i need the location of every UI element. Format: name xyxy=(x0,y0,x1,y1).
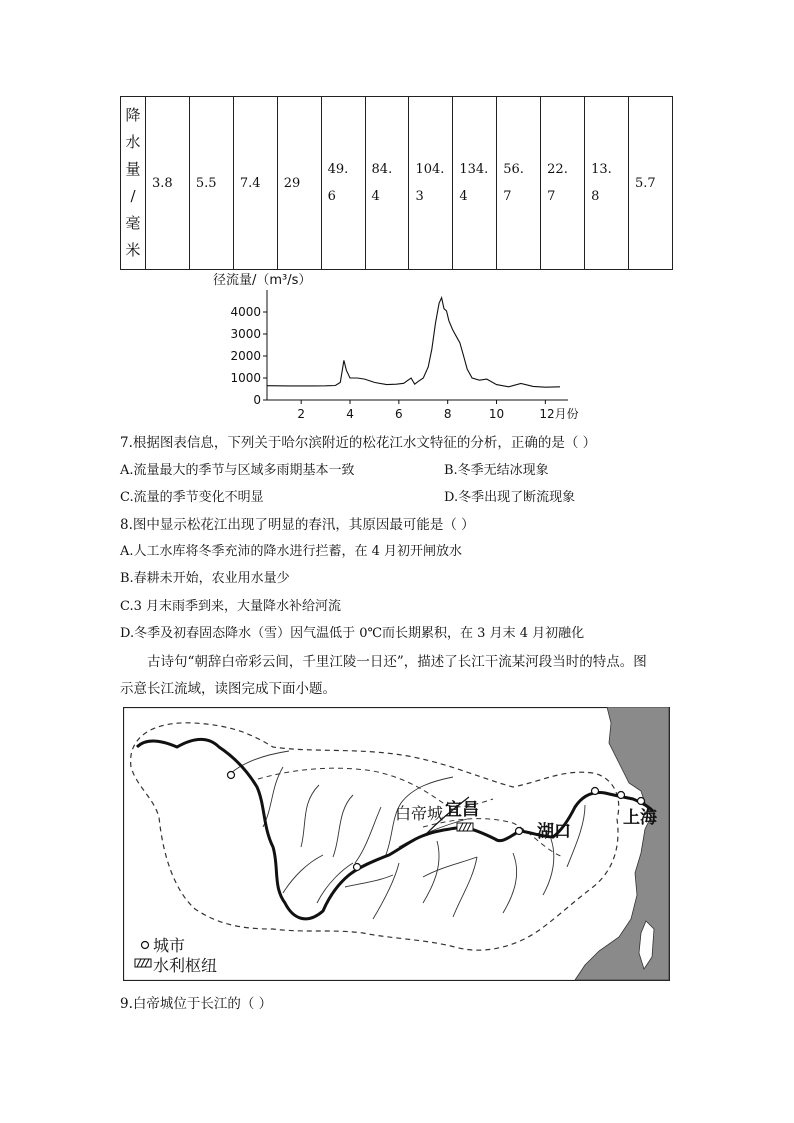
table-cell: 84.4 xyxy=(365,97,409,270)
precipitation-table xyxy=(120,96,673,270)
y-tick-label: 4000 xyxy=(230,305,261,319)
intro-paragraph-line-2: 示意长江流域，读图完成下面小题。 xyxy=(120,681,336,697)
y-tick-label: 0 xyxy=(253,393,261,407)
label-shanghai: 上海 xyxy=(623,808,657,828)
header-char: 水 xyxy=(125,133,141,151)
city-marker xyxy=(354,864,361,871)
label-hukou: 湖口 xyxy=(537,822,571,842)
chart-series xyxy=(267,298,560,388)
legend-city-icon xyxy=(142,942,149,949)
table-cell: 5.7 xyxy=(628,97,672,270)
header-char: 米 xyxy=(125,241,141,259)
legend-city-label: 城市 xyxy=(153,936,186,955)
x-tick-label: 10 xyxy=(488,407,505,421)
yangtze-basin-map xyxy=(123,707,670,981)
chart-ticks xyxy=(230,305,578,421)
q8-option-c: C.3 月末雨季到来，大量降水补给河流 xyxy=(120,599,342,614)
table-cell: 5.5 xyxy=(189,97,233,270)
table-row-header xyxy=(121,97,146,270)
q7-option-d: D.冬季出现了断流现象 xyxy=(444,490,576,505)
question-7: 7.根据图表信息，下列关于哈尔滨附近的松花江水文特征的分析，正确的是（ ） xyxy=(120,435,597,451)
header-char: 毫 xyxy=(125,214,141,232)
y-tick-label: 1000 xyxy=(230,371,261,385)
x-tick-label: 4 xyxy=(346,407,354,421)
table-cell: 13.8 xyxy=(585,97,629,270)
dam-icon xyxy=(457,823,473,831)
city-marker xyxy=(618,792,625,799)
y-tick-label: 3000 xyxy=(230,327,261,341)
city-marker xyxy=(228,772,235,779)
q8-option-d: D.冬季及初春固态降水（雪）因气温低于 0℃而长期累积，在 3 月末 4 月初融化 xyxy=(120,626,585,641)
x-tick-label: 6 xyxy=(395,407,403,421)
y-tick-label: 2000 xyxy=(230,349,261,363)
header-char: 降 xyxy=(125,106,141,124)
q8-option-b: B.春耕未开始，农业用水量少 xyxy=(120,571,290,586)
intro-paragraph-line-1: 古诗句“朝辞白帝彩云间，千里江陵一日还”，描述了长江干流某河段当时的特点。图 xyxy=(147,654,647,670)
label-baidicheng: 白帝城 xyxy=(395,804,444,823)
q7-option-a: A.流量最大的季节与区域多雨期基本一致 xyxy=(120,463,355,478)
header-char: 量 xyxy=(125,160,141,178)
table-cell: 56.7 xyxy=(497,97,541,270)
q7-option-b: B.冬季无结冰现象 xyxy=(444,463,549,478)
table-cell: 49.6 xyxy=(321,97,365,270)
question-8: 8.图中显示松花江出现了明显的春汛，其原因最可能是（ ） xyxy=(120,517,475,533)
table-cell: 104.3 xyxy=(409,97,453,270)
city-marker xyxy=(592,788,599,795)
label-yichang: 宜昌 xyxy=(445,800,479,820)
question-9: 9.白帝城位于长江的（ ） xyxy=(120,996,273,1012)
city-marker xyxy=(638,798,645,805)
table-cell: 134.4 xyxy=(453,97,497,270)
chart-ylabel: 径流量/（m³/s） xyxy=(213,273,312,288)
runoff-chart xyxy=(205,268,605,430)
x-tick-label: 2 xyxy=(297,407,306,421)
table-row xyxy=(121,97,673,270)
legend-dam-label: 水利枢纽 xyxy=(153,956,218,975)
table-cell: 7.4 xyxy=(233,97,277,270)
runoff-series-line xyxy=(267,298,560,388)
q8-option-a: A.人工水库将冬季充沛的降水进行拦蓄，在 4 月初开闸放水 xyxy=(120,544,463,559)
table-cell: 3.8 xyxy=(146,97,190,270)
x-tick-label: 8 xyxy=(443,407,452,421)
legend-dam-icon xyxy=(135,959,151,967)
header-char: / xyxy=(130,187,136,205)
x-tick-label: 12月份 xyxy=(539,407,579,421)
table-cell: 22.7 xyxy=(541,97,585,270)
table-cell: 29 xyxy=(277,97,321,270)
city-marker xyxy=(516,828,523,835)
q7-option-c: C.流量的季节变化不明显 xyxy=(120,490,264,505)
